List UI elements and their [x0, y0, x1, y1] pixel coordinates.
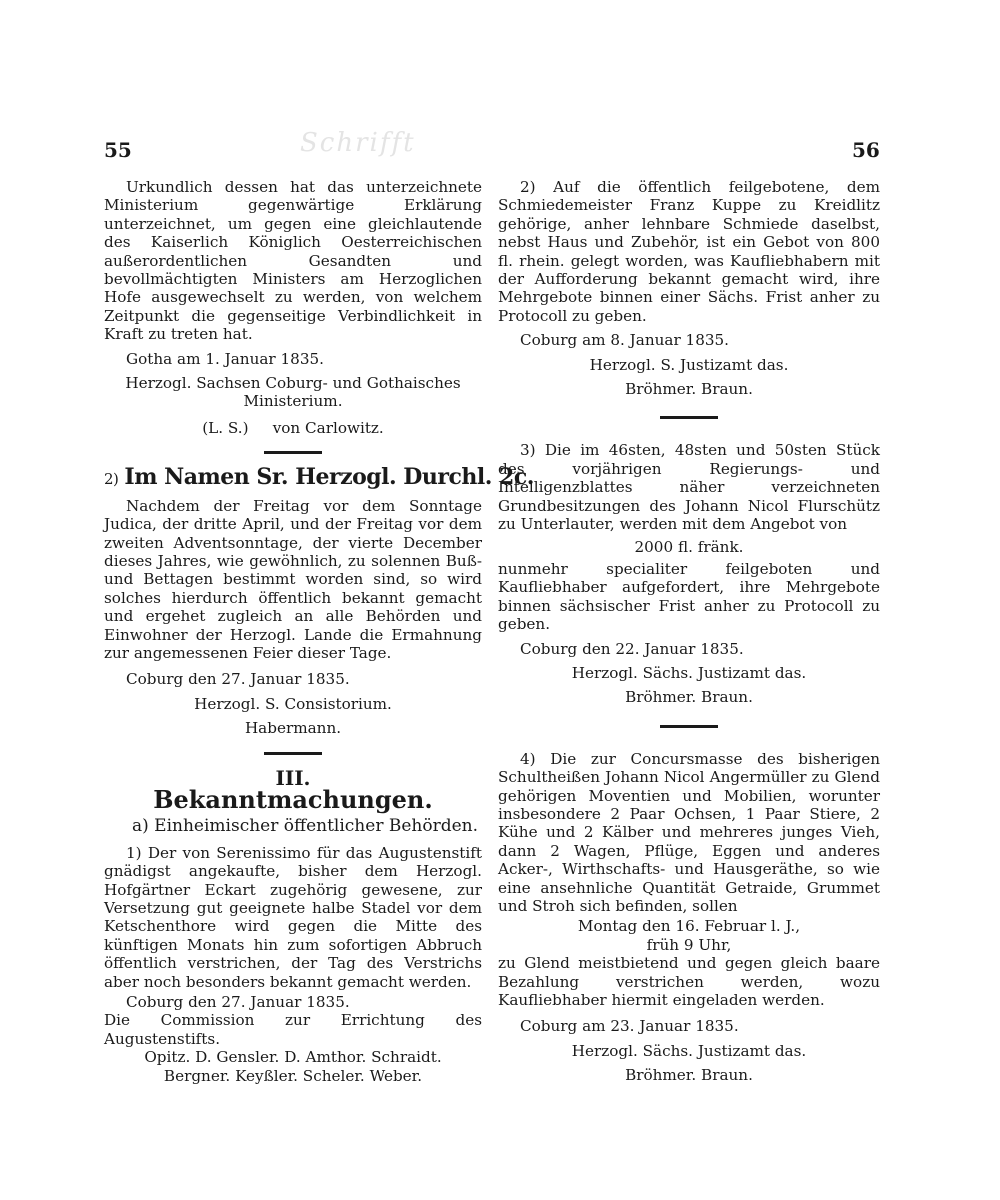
page-number-left: 55 [104, 138, 132, 162]
seal-line [104, 419, 482, 437]
place-date: Gotha am 1. Januar 1835. [126, 349, 324, 368]
section-divider [264, 752, 322, 755]
notice-1-text: 1) Der von Serenissimo für das Augustenstift gnädigst angekaufte, bisher dem Herzogl. Hofgärtner Eckart zugehörig gewesene, zur Versetzung gut geeignete halbe Stadel vor dem Ketschenthore wird gegen die Mitte des künftigen Monats hin zum sofortigen Abbruch öffentlich verstrichen, der Tag des Verstrichs aber noch besonders bekannt gemacht werden. [104, 843, 482, 991]
notice-2-authority: Herzogl. S. Justizamt das. [589, 355, 789, 374]
notice-2-date: Coburg am 8. Januar 1835. [520, 331, 730, 350]
notice-signer: Habermann. [244, 719, 342, 738]
heading-text: Im Namen Sr. Herzogl. Durchl. 2c. [124, 464, 534, 491]
ministry-name: Herzogl. Sachsen Coburg- und Gothaisches Ministerium. [125, 374, 461, 411]
section-divider [660, 416, 718, 419]
section-divider [264, 451, 322, 454]
notice-4-authority: Herzogl. Sächs. Justizamt das. [571, 1041, 807, 1060]
notice-1-commission: Die Commission zur Errichtung des Augustenstifts. [104, 1011, 482, 1048]
prayer-days-notice: Nachdem der Freitag vor dem Sonntage Judica, der dritte April, und der Freitag vor dem zweiten Adventsonntage, der vierte December dieses Jahres, wie gewöhnlich, zu solennen Buß- und Bettagen bestimmt worden sind, so wird solches hierdurch öffentlich bekannt gemacht und ergehet zugleich an alle Behörden und Einwohner der Herzogl. Lande die Ermahnung zur angemessenen Feier dieser Tage. [104, 496, 482, 662]
notice-4-signers: Bröhmer. Braun. [625, 1066, 753, 1085]
notice-2-text: 2) Auf die öffentlich feilgebotene, dem Schmiedemeister Franz Kuppe zu Kreidlitz gehörige, anher lehnbare Schmiede daselbst, nebst Haus und Zubehör, ist ein Gebot von 800 fl. rhein. gelegt worden, was Kaufliebhabern mit der Aufforderung bekannt gemacht wird, ihre Mehrgebote binnen einer Sächs. Frist anher zu Protocoll zu geben. [498, 178, 880, 325]
page-number-right: 56 [852, 138, 880, 162]
notice-4-date-line: Montag den 16. Februar l. J., [577, 917, 801, 936]
notice-3-text: 3) Die im 46sten, 48sten und 50sten Stück des vorjährigen Regierungs- und Intelligenzblattes näher verzeichneten Grundbesitzungen des Johann Nicol Flurschütz zu Unterlauter, werden mit dem Angebot von [498, 441, 880, 534]
notice-3-authority: Herzogl. Sächs. Justizamt das. [571, 663, 807, 682]
proclamation-heading [104, 464, 534, 491]
notice-4-date: Coburg am 23. Januar 1835. [520, 1017, 739, 1036]
notice-4-text: 4) Die zur Concursmasse des bisherigen Schultheißen Johann Nicol Angermüller zu Glend gehörigen Moventien und Mobilien, worunter insbesondere 2 Paar Ochsen, 1 Paar Stiere, 2 Kühe und 2 Kälber und mehreres junges Vieh, dann 2 Wagen, Pflüge, Eggen und anderes Acker-, Wirthschafts- und Hausgeräthe, so wie eine ansehnliche Quantität Getraide, Grummet und Stroh sich befinden, sollen [498, 749, 880, 915]
left-column [104, 178, 534, 1085]
notice-1-members: Bergner. Keyßler. Scheler. Weber. [163, 1066, 423, 1085]
seal-mark: (L. S.) [202, 418, 249, 437]
notice-date: Coburg den 27. Januar 1835. [126, 670, 350, 689]
notice-3-date: Coburg den 22. Januar 1835. [520, 639, 744, 658]
bleed-through-text: Schrifft [300, 128, 416, 158]
notice-1-date: Coburg den 27. Januar 1835. [126, 993, 350, 1012]
ministry-declaration: Urkundlich dessen hat das unterzeichnete Ministerium gegenwärtige Erklärung unterzeichnet, um gegen eine gleichlautende des Kaiserlich Königlich Oesterreichischen außerordentlichen Gesandten und bevollmächtigten Ministers am Herzoglichen Hofe ausgewechselt zu werden, von welchem Zeitpunkt die gegenseitige Verbindlichkeit in Kraft zu treten hat. [104, 178, 482, 344]
section-title: Bekanntmachungen. [153, 784, 433, 814]
seal-signer: von Carlowitz. [272, 418, 384, 437]
right-column [498, 178, 880, 1085]
notice-3-signers: Bröhmer. Braun. [625, 688, 753, 707]
section-divider [660, 725, 718, 728]
section-number: III. [275, 765, 311, 790]
notice-authority: Herzogl. S. Consistorium. [194, 694, 392, 713]
notice-4-text-cont: zu Glend meistbietend und gegen gleich baare Bezahlung verstrichen werden, wozu Kaufliebhaber hiermit eingeladen werden. [498, 954, 880, 1010]
subsection-title: a) Einheimischer öffentlicher Behörden. [132, 816, 479, 837]
notice-2-signers: Bröhmer. Braun. [625, 380, 753, 399]
notice-3-amount: 2000 fl. fränk. [634, 537, 744, 556]
notice-4-time-line: früh 9 Uhr, [646, 935, 732, 954]
notice-3-text-cont: nunmehr specialiter feilgeboten und Kaufliebhaber aufgefordert, ihre Mehrgebote binnen sächsischer Frist anher zu Protocoll zu geben. [498, 559, 880, 634]
item-number: 2) [104, 470, 119, 489]
notice-1-members: Opitz. D. Gensler. D. Amthor. Schraidt. [144, 1048, 442, 1067]
